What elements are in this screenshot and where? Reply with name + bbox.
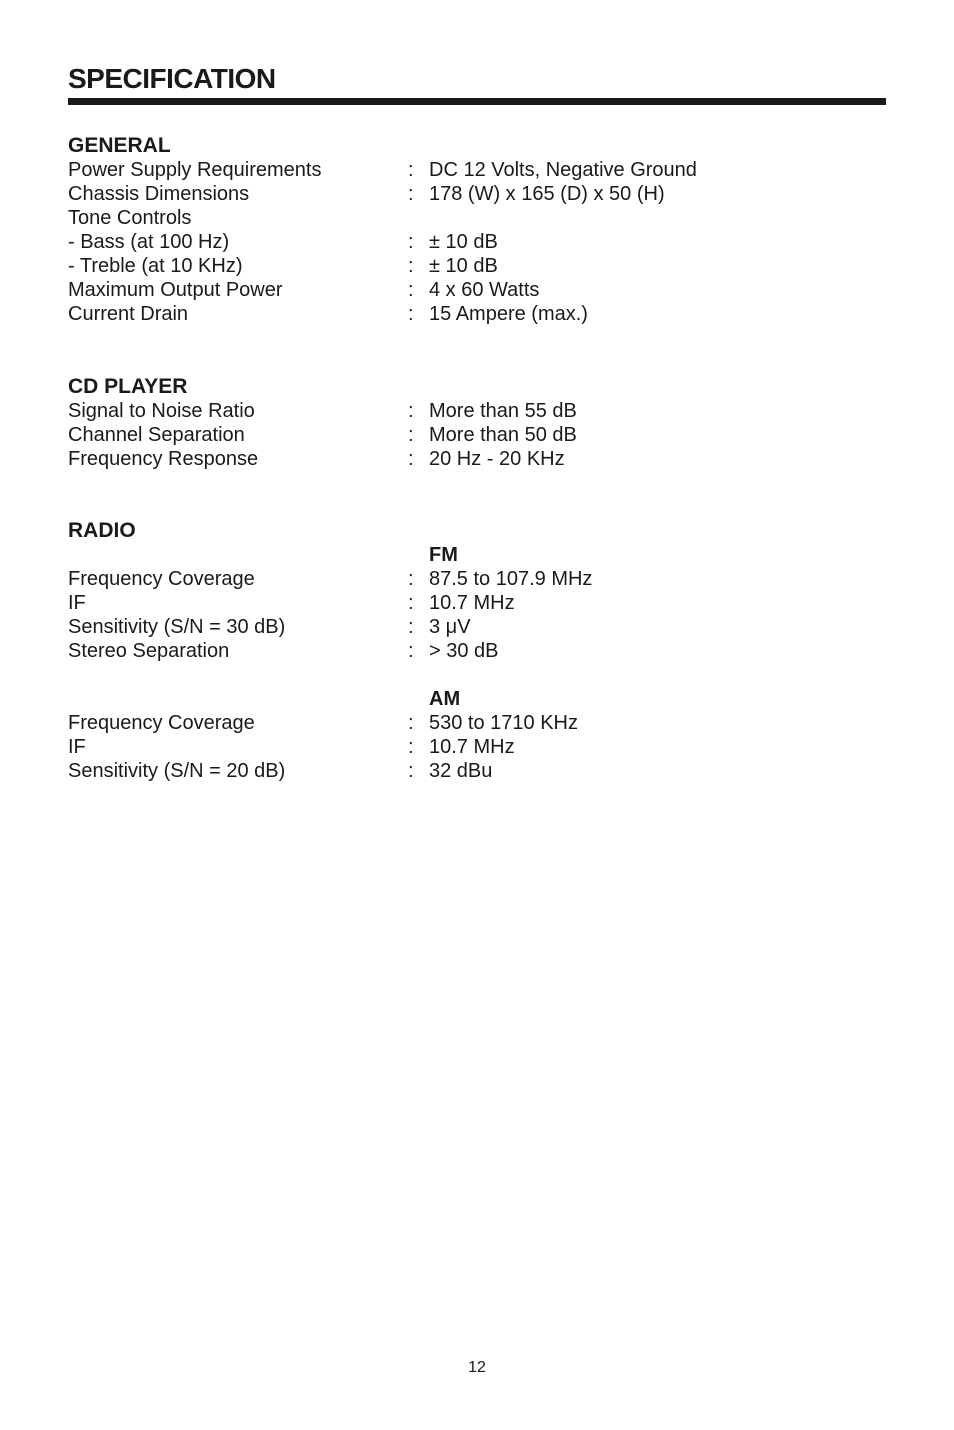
spec-row-bass xyxy=(68,230,888,254)
spec-colon: : xyxy=(408,592,414,614)
spec-value: 178 (W) x 165 (D) x 50 (H) xyxy=(429,183,665,205)
spec-colon: : xyxy=(408,616,414,638)
spec-value: 87.5 to 107.9 MHz xyxy=(429,568,593,590)
spec-label: Maximum Output Power xyxy=(68,279,283,301)
spec-row-frequency-response xyxy=(68,447,888,471)
spec-colon: : xyxy=(408,303,414,325)
spec-colon: : xyxy=(408,279,414,301)
spec-label: Frequency Coverage xyxy=(68,568,255,590)
spec-label: - Bass (at 100 Hz) xyxy=(68,231,230,253)
radio-section xyxy=(68,519,888,783)
spec-label: Frequency Response xyxy=(68,448,259,470)
fm-label: FM xyxy=(429,544,458,566)
spec-colon: : xyxy=(408,183,414,205)
spec-colon: : xyxy=(408,712,414,734)
spec-value: ± 10 dB xyxy=(429,231,498,253)
spec-value: 530 to 1710 KHz xyxy=(429,712,578,734)
title-rule xyxy=(68,98,886,105)
spec-label: Frequency Coverage xyxy=(68,712,255,734)
spec-value: > 30 dB xyxy=(429,640,499,662)
spec-value: 10.7 MHz xyxy=(429,592,515,614)
radio-heading: RADIO xyxy=(68,519,136,542)
general-heading: GENERAL xyxy=(68,134,171,157)
spec-value: DC 12 Volts, Negative Ground xyxy=(429,159,697,181)
spec-row-fm-sensitivity xyxy=(68,615,888,639)
spec-value: 15 Ampere (max.) xyxy=(429,303,588,325)
spec-label: Tone Controls xyxy=(68,207,192,229)
spec-value: More than 50 dB xyxy=(429,424,577,446)
spec-row-am-frequency-coverage xyxy=(68,711,888,735)
cd-player-heading: CD PLAYER xyxy=(68,375,188,398)
spec-colon: : xyxy=(408,568,414,590)
spec-colon: : xyxy=(408,159,414,181)
spec-colon: : xyxy=(408,760,414,782)
spec-value: 32 dBu xyxy=(429,760,493,782)
spec-label: - Treble (at 10 KHz) xyxy=(68,255,243,277)
spec-row-fm-stereo-separation xyxy=(68,639,888,663)
cd-player-section xyxy=(68,375,888,471)
spec-value: 10.7 MHz xyxy=(429,736,515,758)
page-title: SPECIFICATION xyxy=(68,63,276,94)
am-band-heading xyxy=(68,687,888,711)
page-number: 12 xyxy=(468,1359,486,1376)
spec-colon: : xyxy=(408,400,414,422)
am-label: AM xyxy=(429,688,461,710)
spec-row-am-if xyxy=(68,735,888,759)
spec-label: Signal to Noise Ratio xyxy=(68,400,255,422)
spec-label: Sensitivity (S/N = 20 dB) xyxy=(68,760,286,782)
spec-label: IF xyxy=(68,592,86,614)
band-spacer xyxy=(68,663,888,687)
fm-band-heading xyxy=(68,543,888,567)
spec-label: Power Supply Requirements xyxy=(68,159,322,181)
spec-row-power-supply xyxy=(68,158,888,182)
spec-row-fm-if xyxy=(68,591,888,615)
spec-label: Sensitivity (S/N = 30 dB) xyxy=(68,616,286,638)
spec-label: Current Drain xyxy=(68,303,189,325)
general-section xyxy=(68,134,888,326)
spec-row-max-output-power xyxy=(68,278,888,302)
spec-value: 3 μV xyxy=(429,616,471,638)
spec-colon: : xyxy=(408,255,414,277)
spec-row-chassis-dimensions xyxy=(68,182,888,206)
spec-row-signal-to-noise xyxy=(68,399,888,423)
spec-value: 4 x 60 Watts xyxy=(429,279,540,301)
spec-colon: : xyxy=(408,640,414,662)
spec-colon: : xyxy=(408,736,414,758)
spec-colon: : xyxy=(408,424,414,446)
spec-row-fm-frequency-coverage xyxy=(68,567,888,591)
spec-label: Channel Separation xyxy=(68,424,245,446)
spec-row-tone-controls xyxy=(68,206,888,230)
spec-row-channel-separation xyxy=(68,423,888,447)
spec-value: 20 Hz - 20 KHz xyxy=(429,448,565,470)
spec-label: Chassis Dimensions xyxy=(68,183,250,205)
spec-row-treble xyxy=(68,254,888,278)
spec-value: ± 10 dB xyxy=(429,255,498,277)
spec-colon: : xyxy=(408,448,414,470)
spec-label: IF xyxy=(68,736,86,758)
spec-row-am-sensitivity xyxy=(68,759,888,783)
spec-label: Stereo Separation xyxy=(68,640,230,662)
spec-value: More than 55 dB xyxy=(429,400,577,422)
spec-row-current-drain xyxy=(68,302,888,326)
spec-colon: : xyxy=(408,231,414,253)
